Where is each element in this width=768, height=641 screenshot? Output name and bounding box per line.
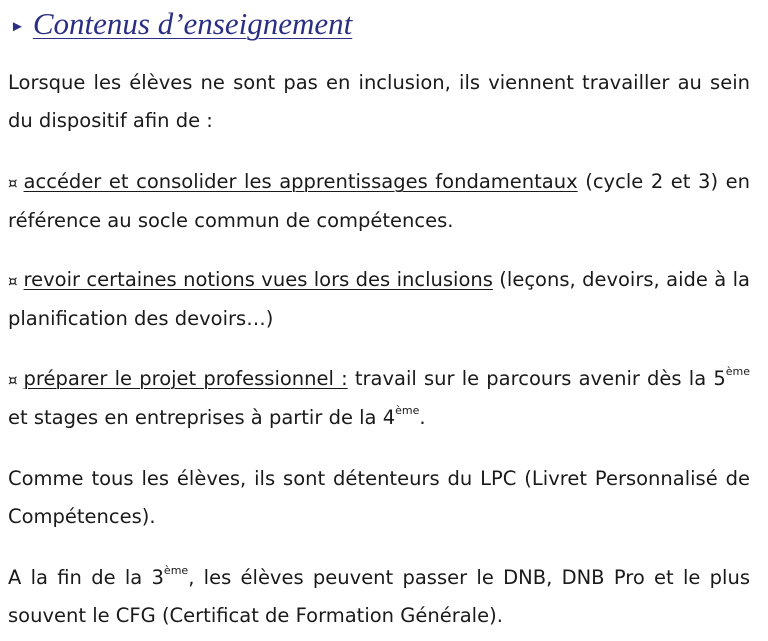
currency-sign-bullet-icon: ¤: [8, 272, 18, 290]
list-item: [8, 360, 750, 437]
list-item-underlined: préparer le projet professionnel :: [23, 367, 348, 390]
list-item-text: et stages en entreprises à partir de la 4: [8, 406, 396, 429]
triangle-right-icon: ►: [10, 19, 25, 35]
superscript: ème: [395, 403, 420, 417]
currency-sign-bullet-icon: ¤: [8, 371, 18, 389]
paragraph-text: A la fin de la 3: [8, 566, 164, 589]
intro-paragraph: Lorsque les élèves ne sont pas en inclusion, ils viennent travailler au sein du dispositif afin de :: [8, 71, 750, 132]
list-item: [8, 261, 750, 338]
list-item-text: travail sur le parcours avenir dès la 5: [347, 367, 726, 390]
lpc-paragraph: Comme tous les élèves, ils sont détenteurs du LPC (Livret Personnalisé de Compétences).: [8, 467, 750, 528]
paragraph-text: , les élèves peuvent passer le DNB, DNB Pro et le plus souvent le CFG (Certificat de Formation Générale).: [8, 566, 750, 627]
superscript: ème: [725, 364, 750, 378]
list-item-text: .: [419, 406, 426, 429]
section-heading: [10, 6, 352, 42]
list-item-underlined: revoir certaines notions vues lors des inclusions: [23, 268, 493, 291]
list-item-text: (cycle 2 et 3) en référence au socle commun de compétences.: [8, 170, 750, 232]
currency-sign-bullet-icon: ¤: [8, 174, 18, 192]
list-item: [8, 163, 750, 240]
final-paragraph: [8, 559, 750, 635]
list-item-underlined: accéder et consolider les apprentissages fondamentaux: [23, 170, 578, 193]
superscript: ème: [163, 563, 189, 577]
section-title: Contenus d’enseignement: [32, 6, 353, 41]
list-item-text: (leçons, devoirs, aide à la planification des devoirs…): [8, 268, 750, 330]
